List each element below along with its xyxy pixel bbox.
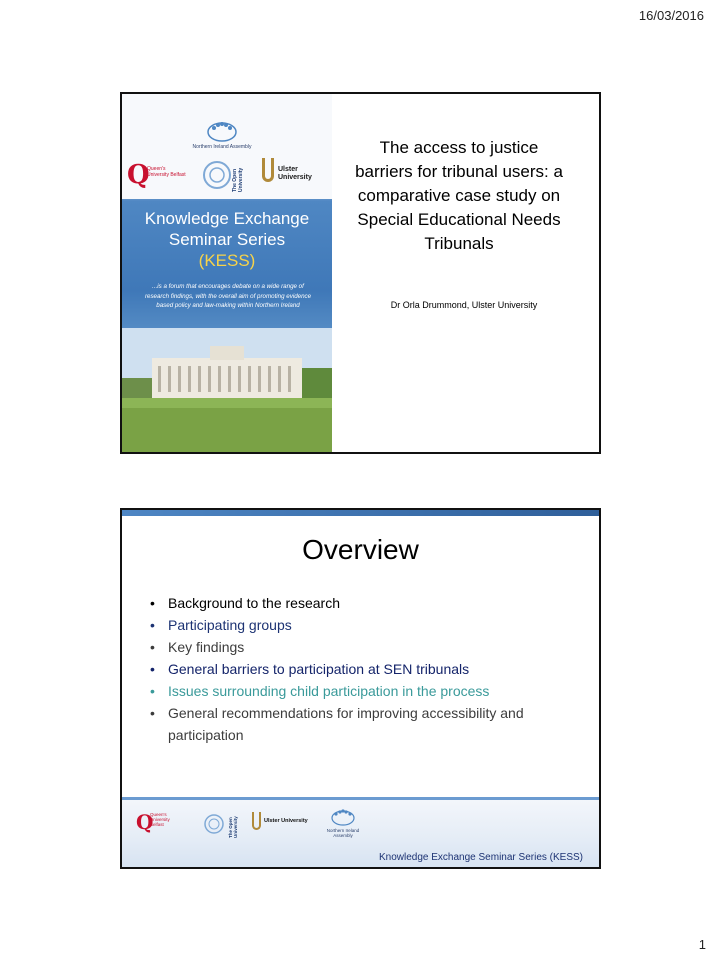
kess-description: ...is a forum that encourages debate on a wide range of research findings, with the overall aim of promoting evidence based policy and law-making within Northern Ireland [144,283,312,309]
slide1-title: The access to justice barriers for tribunal users: a comparative case study on Special Educational Needs Tribunals [355,138,563,253]
open-university-icon [202,812,226,836]
slide2-footer [122,797,599,867]
bullet-dot-icon: • [150,705,155,721]
open-university-label: The Open University [232,167,244,192]
ulster-label: Ulster University [264,818,308,824]
kess-heading-line2: Seminar Series [168,230,286,249]
bullet-dot-icon: • [150,683,155,699]
qub-label: Queen's University Belfast [147,166,186,178]
bullet-item [146,636,566,658]
bullet-dot-icon: • [150,639,155,655]
ulster-u-icon [262,158,274,182]
bullet-item [146,680,566,702]
overview-title: Overview [302,534,419,565]
bullet-text: General recommendations for improving accessibility and participation [168,705,524,743]
cover-logo-band [122,94,332,199]
ulster-logo [262,158,322,188]
bullet-item [146,658,566,680]
slide2-top-bar [122,510,599,516]
kess-cover-image [122,94,332,452]
bullet-text: Key findings [168,639,245,655]
slide-2 [120,508,601,869]
bullet-item [146,614,566,636]
stormont-building-image [122,328,332,454]
slide-1 [120,92,601,454]
qub-q-icon: Q [127,160,150,190]
ni-assembly-crest-icon [206,120,238,142]
qub-label: Queen's University Belfast [150,812,170,827]
bullet-text: Background to the research [168,595,340,611]
bullet-item [146,702,566,746]
bullet-item [146,592,566,614]
open-university-icon [200,158,234,192]
open-university-label: The Open University [228,816,238,838]
qub-q-icon: Q [136,810,154,834]
qub-logo [127,160,186,190]
ni-assembly-crest-icon [330,808,356,826]
kess-heading [122,208,332,250]
page-date: 16/03/2016 [638,8,704,23]
overview-bullet-list [146,592,566,746]
bullet-text: General barriers to participation at SEN tribunals [168,661,470,677]
bullet-dot-icon: • [150,661,155,677]
footer-logos [136,808,376,848]
bullet-text: Participating groups [168,617,292,633]
footer-kess-label: Knowledge Exchange Seminar Series (KESS) [379,852,583,863]
kess-heading-line1: Knowledge Exchange [144,209,310,228]
bullet-text: Issues surrounding child participation in the process [168,683,490,699]
ulster-label: Ulster University [278,166,312,181]
bullet-dot-icon: • [150,617,155,633]
bullet-dot-icon: • [150,595,155,611]
ni-assembly-label: Northern Ireland Assembly [192,144,252,150]
kess-abbr: (KESS) [198,251,256,270]
ni-assembly-label: Northern Ireland Assembly [326,828,360,838]
ulster-u-icon [252,812,261,830]
slide1-author: Dr Orla Drummond, Ulster University [390,300,538,310]
page-number: 1 [698,937,706,952]
